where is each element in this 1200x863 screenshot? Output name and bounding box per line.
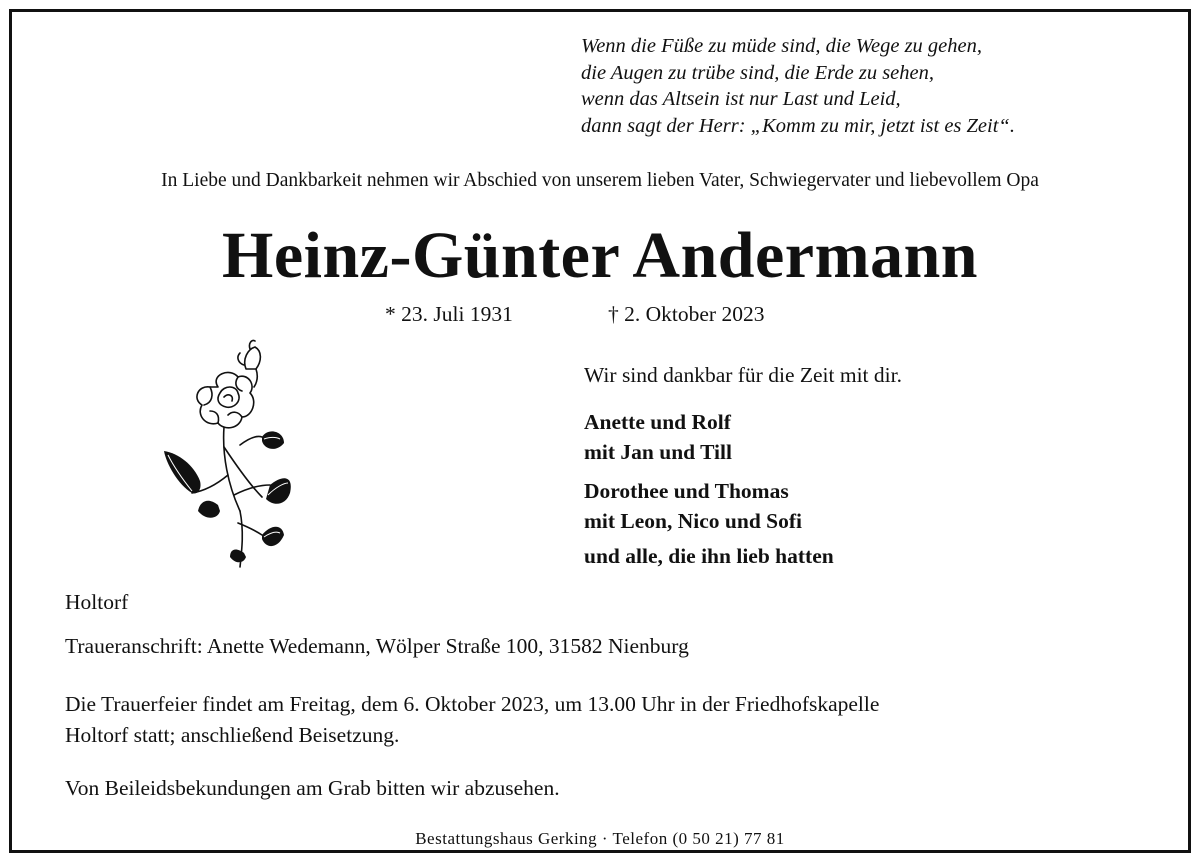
family-group (584, 476, 802, 536)
poem-line: wenn das Altsein ist nur Last und Leid, (581, 88, 901, 110)
place-text: Holtorf (65, 590, 129, 614)
family-line: Dorothee und Thomas (584, 479, 789, 503)
family-line: und alle, die ihn lieb hatten (584, 544, 834, 568)
condolence-note: Von Beileidsbekundungen am Grab bitten wir abzusehen. (65, 776, 560, 800)
poem-line: dann sagt der Herr: „Komm zu mir, jetzt ist es Zeit“. (581, 114, 1015, 137)
poem-line: Wenn die Füße zu müde sind, die Wege zu gehen, (581, 35, 983, 57)
family-group (584, 541, 834, 571)
mourning-address: Traueranschrift: Anette Wedemann, Wölper Straße 100, 31582 Nienburg (65, 634, 689, 658)
deceased-name: Heinz-Günter Andermann (222, 219, 978, 292)
death-date: † 2. Oktober 2023 (608, 302, 765, 326)
poem (581, 33, 1015, 139)
family-line: mit Jan und Till (584, 440, 732, 464)
thanks-text: Wir sind dankbar für die Zeit mit dir. (584, 363, 902, 387)
ceremony-line: Holtorf statt; anschließend Beisetzung. (65, 723, 400, 747)
funeral-home-text: Bestattungshaus Gerking · Telefon (0 50 21) 77 81 (407, 829, 793, 848)
family-line: Anette und Rolf (584, 410, 731, 434)
birth-date: * 23. Juli 1931 (385, 302, 513, 326)
ceremony-line: Die Trauerfeier findet am Freitag, dem 6. Oktober 2023, um 13.00 Uhr in der Friedhofskapelle (65, 692, 880, 716)
rose-illustration-icon (158, 335, 298, 571)
family-line: mit Leon, Nico und Sofi (584, 509, 803, 533)
ceremony-info (65, 689, 879, 751)
intro-text: In Liebe und Dankbarkeit nehmen wir Abschied von unserem lieben Vater, Schwiegervater und liebevollem Opa (161, 170, 1039, 191)
family-group (584, 407, 732, 467)
poem-line: die Augen zu trübe sind, die Erde zu sehen, (581, 61, 935, 84)
footer (0, 829, 1200, 849)
